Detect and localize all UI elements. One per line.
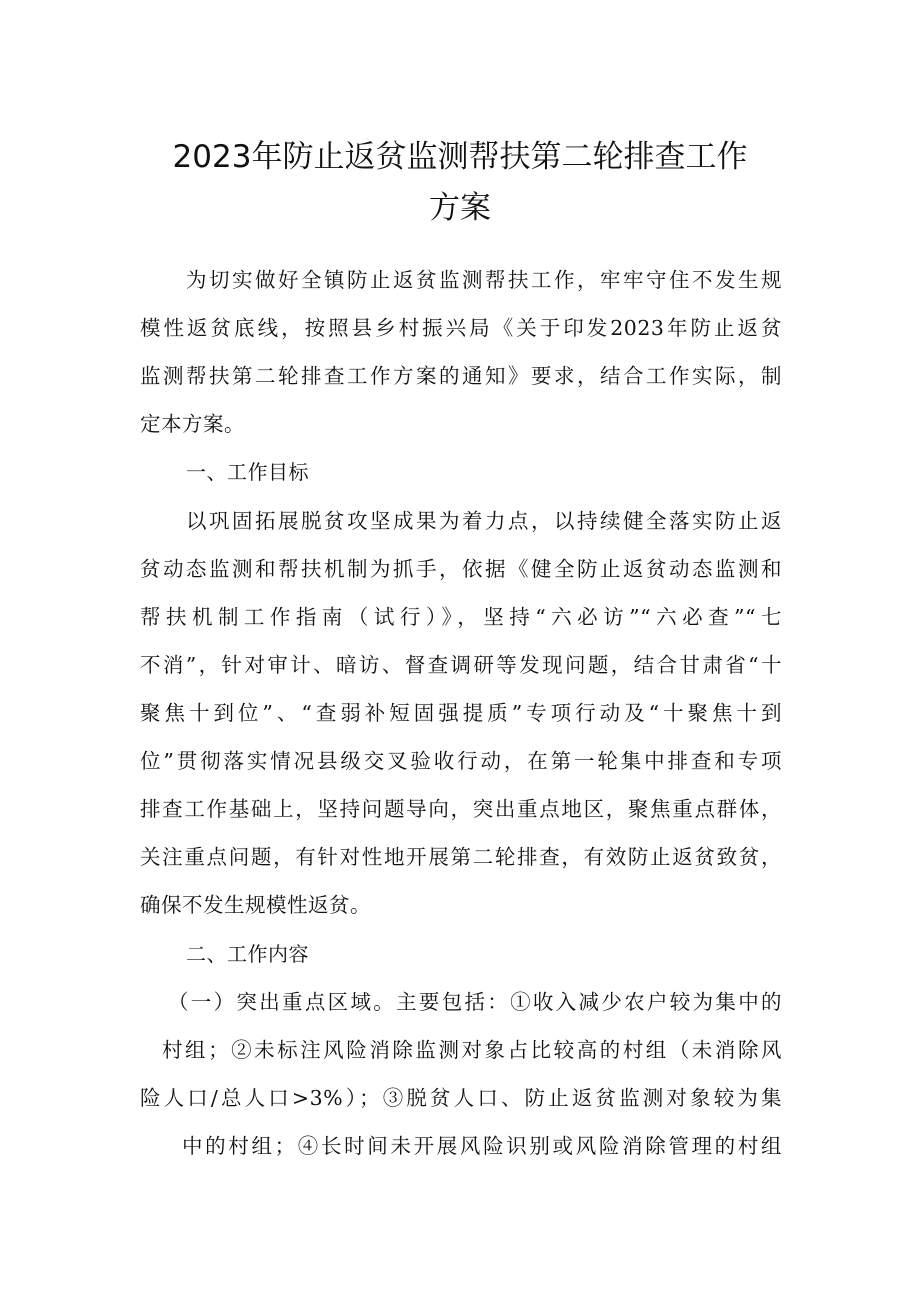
section1-line-2: 贫动态监测和帮扶机制为抓手，依据《健全防止返贫动态监测和 [140,557,782,581]
section1-line-1: 以巩固拓展脱贫攻坚成果为着力点，以持续健全落实防止返 [186,509,782,533]
section1-line-8: 关注重点问题，有针对性地开展第二轮排查，有效防止返贫致贫， [140,845,782,869]
section1-line-4: 不消”，针对审计、暗访、督查调研等发现问题，结合甘肃省“十 [140,653,782,677]
intro-line-4: 定本方案。 [140,412,245,436]
section2-line-2: 村组；②未标注风险消除监测对象占比较高的村组（未消除风 [162,1038,782,1062]
document-title-line-2: 方案 [429,190,491,226]
intro-line-1: 为切实做好全镇防止返贫监测帮扶工作，牢牢守住不发生规 [186,268,782,292]
section1-heading: 一、工作目标 [186,460,309,484]
intro-line-3: 监测帮扶第二轮排查工作方案的通知》要求，结合工作实际，制 [140,364,782,388]
section1-line-7: 排查工作基础上，坚持问题导向，突出重点地区，聚焦重点群体， [140,797,782,821]
intro-line-2: 模性返贫底线，按照县乡村振兴局《关于印发2023年防止返贫 [140,316,782,340]
document-title-line-1: 2023年防止返贫监测帮扶第二轮排查工作 [172,139,748,175]
section1-line-9: 确保不发生规模性返贫。 [140,893,371,917]
section2-line-3: 险人口/总人口>3%）；③脱贫人口、防止返贫监测对象较为集 [140,1086,782,1110]
section2-line-1: （一）突出重点区域。主要包括：①收入减少农户较为集中的 [168,990,782,1014]
section1-line-3: 帮扶机制工作指南（试行）》，坚持“六必访”“六必查”“七 [140,605,782,629]
section1-line-5: 聚焦十到位”、“查弱补短固强提质”专项行动及“十聚焦十到 [140,701,782,725]
section2-heading: 二、工作内容 [186,942,309,966]
section1-line-6: 位”贯彻落实情况县级交叉验收行动，在第一轮集中排查和专项 [140,749,782,773]
section2-line-4: 中的村组；④长时间未开展风险识别或风险消除管理的村组 [182,1134,782,1158]
